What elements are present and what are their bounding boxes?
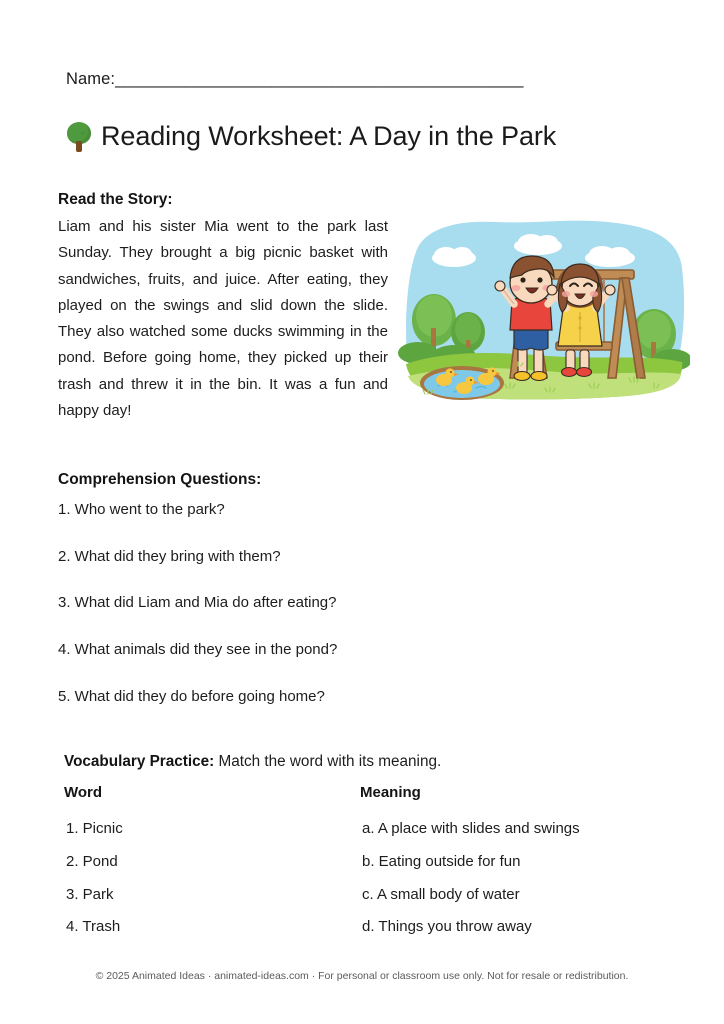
column-header-word: Word [64, 784, 103, 801]
story-heading: Read the Story: [58, 191, 173, 208]
vocabulary-meaning[interactable]: d. Things you throw away [362, 918, 532, 936]
vocabulary-word[interactable]: 2. Pond [66, 852, 118, 870]
table-row [64, 886, 624, 919]
question-item: 2. What did they bring with them? [58, 547, 281, 565]
page-title [66, 121, 556, 152]
vocabulary-meaning[interactable]: c. A small body of water [362, 885, 520, 903]
park-illustration [398, 216, 690, 412]
footer-copyright: © 2025 Animated Ideas · animated-ideas.com · For personal or classroom use only. Not for resale or redistribution. [95, 970, 629, 982]
vocabulary-header-row [64, 784, 624, 801]
question-item: 1. Who went to the park? [58, 501, 225, 518]
vocabulary-meaning[interactable]: b. Eating outside for fun [362, 852, 521, 870]
question-item: 5. What did they do before going home? [58, 687, 325, 705]
name-label: Name: [66, 70, 116, 88]
table-row [64, 918, 624, 951]
name-write-line[interactable]: _______________________________________________ [115, 70, 523, 88]
table-row [64, 820, 624, 853]
vocabulary-heading [64, 753, 441, 771]
vocabulary-word[interactable]: 3. Park [66, 885, 114, 903]
vocabulary-meaning[interactable]: a. A place with slides and swings [362, 820, 580, 837]
question-item: 3. What did Liam and Mia do after eating? [58, 594, 337, 612]
question-item: 4. What animals did they see in the pond? [58, 641, 338, 659]
vocabulary-word[interactable]: 1. Picnic [66, 820, 123, 837]
vocabulary-match-table [64, 784, 624, 951]
comprehension-heading: Comprehension Questions: [58, 471, 262, 488]
page-title-text: Reading Worksheet: A Day in the Park [101, 121, 557, 151]
vocabulary-heading-rest: Match the word with its meaning. [214, 753, 442, 770]
tree-icon [66, 122, 92, 152]
vocabulary-word[interactable]: 4. Trash [66, 918, 121, 936]
name-field-row [66, 70, 523, 89]
table-row [64, 853, 624, 886]
column-header-meaning: Meaning [360, 784, 421, 801]
story-text: Liam and his sister Mia went to the park last Sunday. They brought a big picnic basket with sandwiches, fruits, and juice. After eating, they played on the swings and slid down the slide. They also watched some ducks swimming in the pond. Before going home, they picked up their trash and threw it in the bin. It was a fun and happy day! [58, 218, 388, 420]
vocabulary-heading-bold: Vocabulary Practice: [64, 753, 215, 770]
comprehension-question-list [58, 500, 498, 733]
